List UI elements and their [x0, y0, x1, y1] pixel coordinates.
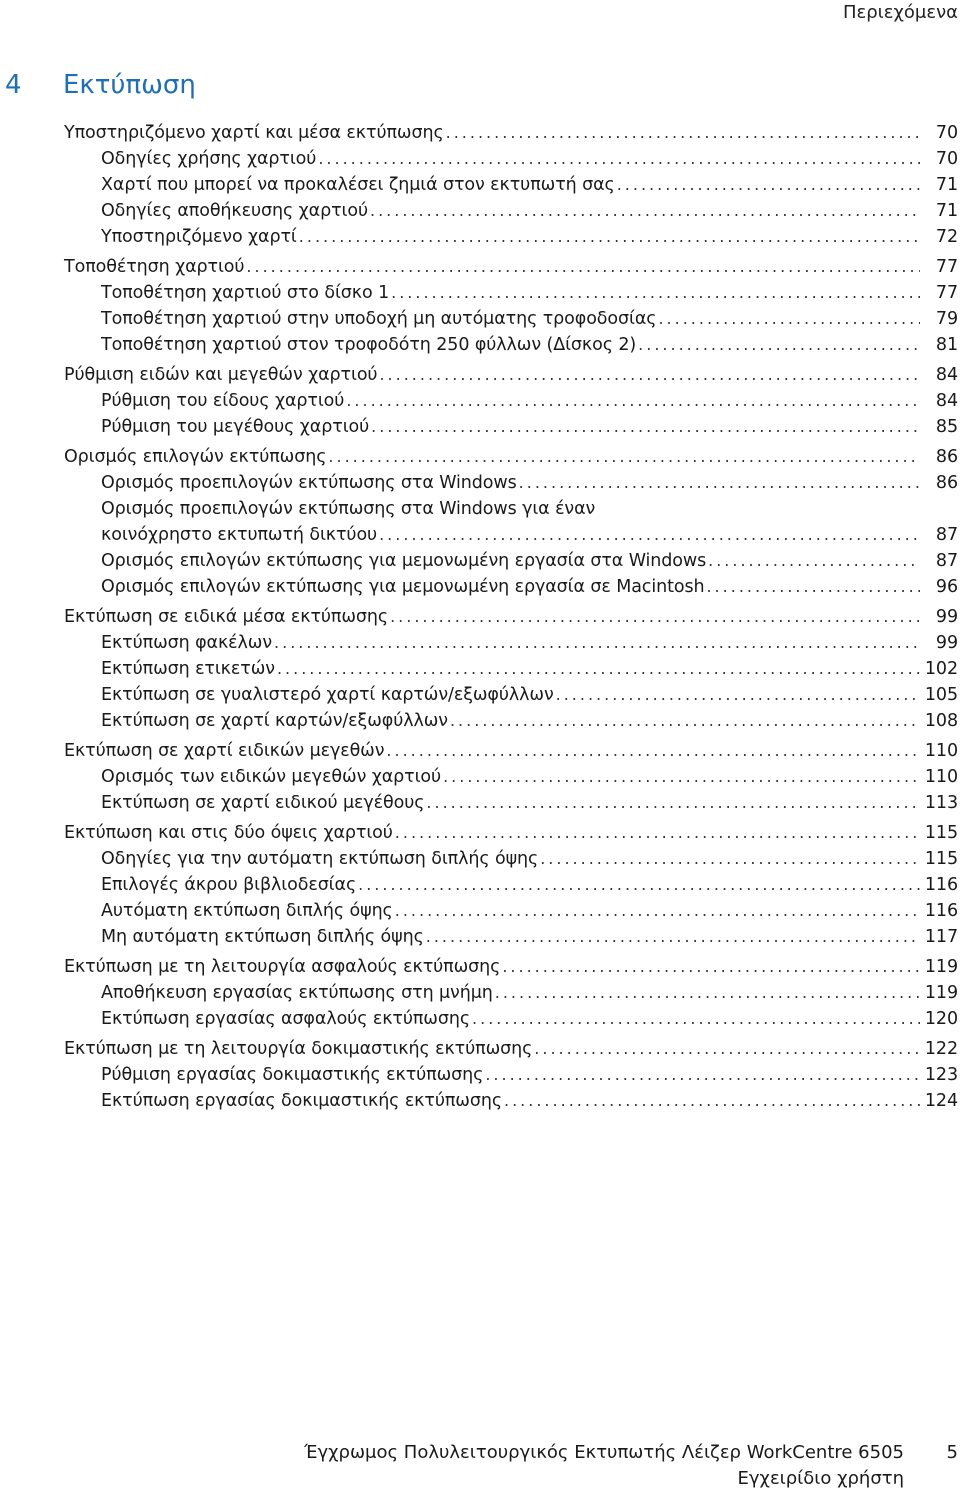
dot-leader [534, 1036, 920, 1062]
toc-subsection-entry[interactable] [64, 980, 960, 1006]
dot-leader [556, 682, 920, 708]
dot-leader [274, 630, 920, 656]
table-of-contents [64, 120, 960, 1114]
dot-leader [395, 820, 920, 846]
chapter-title: Εκτύπωση [63, 70, 196, 100]
toc-entry-page[interactable]: 85 [935, 417, 958, 437]
toc-entry-page[interactable]: 86 [935, 473, 958, 493]
dot-leader [379, 522, 920, 548]
dot-leader [472, 1006, 920, 1032]
toc-subsection-entry[interactable] [64, 872, 960, 898]
footer-guide-name: Εγχειρίδιο χρήστη [737, 1468, 904, 1489]
dot-leader [391, 280, 920, 306]
toc-subsection-entry[interactable] [64, 656, 960, 682]
toc-entry-title[interactable]: Εκτύπωση σε χαρτί καρτών/εξωφύλλων [101, 711, 448, 731]
toc-entry-page[interactable]: 84 [935, 365, 958, 385]
dot-leader [299, 224, 920, 250]
toc-subsection-entry[interactable] [64, 1088, 960, 1114]
toc-entry-page[interactable]: 116 [924, 875, 958, 895]
toc-entry-page[interactable]: 124 [924, 1091, 958, 1111]
toc-entry-page[interactable]: 71 [935, 201, 958, 221]
toc-entry-title[interactable]: Ρύθμιση ειδών και μεγεθών χαρτιού [64, 365, 378, 385]
toc-entry-title[interactable]: Επιλογές άκρου βιβλιοδεσίας [101, 875, 357, 895]
toc-entry-page[interactable]: 71 [935, 175, 958, 195]
toc-subsection-entry[interactable] [64, 898, 960, 924]
dot-leader [446, 120, 920, 146]
toc-entry-title[interactable]: Υποστηριζόμενο χαρτί και μέσα εκτύπωσης [64, 123, 444, 143]
toc-entry-title-line[interactable]: Ορισμός προεπιλογών εκτύπωσης στα Windows για έναν [101, 499, 596, 519]
toc-subsection-entry[interactable] [64, 708, 960, 734]
toc-subsection-entry[interactable] [64, 522, 960, 548]
toc-entry-title[interactable]: Αυτόματη εκτύπωση διπλής όψης [101, 901, 393, 921]
toc-entry-page[interactable]: 122 [924, 1039, 958, 1059]
toc-entry-title[interactable]: Ορισμός των ειδικών μεγεθών χαρτιού [101, 767, 442, 787]
toc-section-entry[interactable] [64, 738, 960, 764]
dot-leader [371, 414, 920, 440]
toc-entry-title[interactable]: Εκτύπωση εργασίας δοκιμαστικής εκτύπωσης [101, 1091, 502, 1111]
toc-entry-title[interactable]: Αποθήκευση εργασίας εκτύπωσης στη μνήμη [101, 983, 493, 1003]
toc-entry-title[interactable]: Εκτύπωση ετικετών [101, 659, 275, 679]
toc-subsection-entry[interactable] [64, 414, 960, 440]
toc-subsection-entry[interactable] [64, 172, 960, 198]
toc-entry-page[interactable]: 105 [924, 685, 958, 705]
footer-product-name: Έγχρωμος Πολυλειτουργικός Εκτυπωτής Λέιζερ WorkCentre 6505 [304, 1442, 904, 1463]
dot-leader [638, 332, 920, 358]
toc-subsection-entry[interactable] [64, 1062, 960, 1088]
toc-entry-title[interactable]: Τοποθέτηση χαρτιού στην υποδοχή μη αυτόματης τροφοδοσίας [101, 309, 657, 329]
toc-subsection-entry[interactable] [64, 790, 960, 816]
toc-section-entry[interactable] [64, 120, 960, 146]
dot-leader [246, 254, 920, 280]
dot-leader [358, 872, 920, 898]
toc-entry-page[interactable]: 110 [924, 767, 958, 787]
toc-entry-title[interactable]: Εκτύπωση σε χαρτί ειδικού μεγέθους [101, 793, 425, 813]
toc-entry-page[interactable]: 119 [924, 957, 958, 977]
toc-entry-title[interactable]: Εκτύπωση με τη λειτουργία ασφαλούς εκτύπωσης [64, 957, 501, 977]
toc-subsection-entry[interactable] [64, 764, 960, 790]
toc-entry-title[interactable]: Ορισμός προεπιλογών εκτύπωσης στα Windows [101, 473, 517, 493]
toc-entry-title[interactable]: Ορισμός επιλογών εκτύπωσης [64, 447, 327, 467]
toc-entry-title[interactable]: Εκτύπωση σε γυαλιστερό χαρτί καρτών/εξωφύλλων [101, 685, 554, 705]
toc-entry-title[interactable]: Ρύθμιση εργασίας δοκιμαστικής εκτύπωσης [101, 1065, 484, 1085]
footer-page-number: 5 [946, 1442, 958, 1463]
toc-subsection-entry[interactable] [64, 548, 960, 574]
toc-entry-title[interactable]: Εκτύπωση φακέλων [101, 633, 273, 653]
toc-entry-page[interactable]: 99 [935, 633, 958, 653]
dot-leader [504, 1088, 920, 1114]
toc-entry-title[interactable]: Οδηγίες αποθήκευσης χαρτιού [101, 201, 368, 221]
toc-section-entry[interactable] [64, 362, 960, 388]
toc-entry-page[interactable]: 99 [935, 607, 958, 627]
toc-entry-page[interactable]: 81 [935, 335, 958, 355]
toc-entry-title[interactable]: Εκτύπωση εργασίας ασφαλούς εκτύπωσης [101, 1009, 471, 1029]
toc-entry-title[interactable]: Τοποθέτηση χαρτιού στον τροφοδότη 250 φύλλων (Δίσκος 2) [101, 335, 637, 355]
toc-entry-page[interactable]: 77 [935, 283, 958, 303]
running-header: Περιεχόμενα [842, 2, 958, 23]
toc-entry-title[interactable]: Οδηγίες χρήσης χαρτιού [101, 149, 317, 169]
toc-entry-page[interactable]: 86 [935, 447, 958, 467]
dot-leader [328, 444, 920, 470]
toc-entry-title[interactable]: Οδηγίες για την αυτόματη εκτύπωση διπλής όψης [101, 849, 539, 869]
dot-leader [485, 1062, 920, 1088]
toc-subsection-entry[interactable] [64, 280, 960, 306]
toc-entry-page[interactable]: 87 [935, 551, 958, 571]
dot-leader [426, 790, 920, 816]
dot-leader [658, 306, 920, 332]
toc-entry-page[interactable]: 72 [935, 227, 958, 247]
toc-entry-page[interactable]: 117 [924, 927, 958, 947]
dot-leader [502, 954, 920, 980]
dot-leader [540, 846, 920, 872]
toc-entry-title[interactable]: Τοποθέτηση χαρτιού στο δίσκο 1 [101, 283, 390, 303]
toc-subsection-entry[interactable] [64, 470, 960, 496]
toc-subsection-entry[interactable] [64, 574, 960, 600]
toc-section-entry[interactable] [64, 820, 960, 846]
dot-leader [443, 764, 920, 790]
dot-leader [370, 198, 920, 224]
toc-entry-title[interactable]: Χαρτί που μπορεί να προκαλέσει ζημιά στον εκτυπωτή σας [101, 175, 615, 195]
dot-leader [495, 980, 920, 1006]
dot-leader [346, 388, 920, 414]
toc-entry-page[interactable]: 102 [924, 659, 958, 679]
toc-subsection-entry[interactable] [64, 332, 960, 358]
toc-subsection-entry[interactable] [64, 146, 960, 172]
chapter-number: 4 [5, 70, 22, 100]
toc-entry-page[interactable]: 70 [935, 123, 958, 143]
toc-entry-page[interactable]: 123 [924, 1065, 958, 1085]
dot-leader [426, 924, 920, 950]
toc-entry-page[interactable]: 115 [924, 823, 958, 843]
dot-leader [379, 362, 920, 388]
toc-subsection-entry[interactable] [64, 388, 960, 414]
dot-leader [390, 604, 920, 630]
toc-entry-title[interactable]: Εκτύπωση σε χαρτί ειδικών μεγεθών [64, 741, 385, 761]
toc-entry-page[interactable]: 110 [924, 741, 958, 761]
toc-section-entry[interactable] [64, 954, 960, 980]
toc-entry-page[interactable]: 115 [924, 849, 958, 869]
toc-entry-title[interactable]: Εκτύπωση σε ειδικά μέσα εκτύπωσης [64, 607, 389, 627]
dot-leader [519, 470, 920, 496]
toc-entry-title[interactable]: Εκτύπωση με τη λειτουργία δοκιμαστικής εκτύπωσης [64, 1039, 533, 1059]
dot-leader [318, 146, 920, 172]
dot-leader [706, 574, 920, 600]
toc-subsection-entry[interactable] [64, 224, 960, 250]
toc-subsection-entry[interactable] [64, 630, 960, 656]
toc-entry-title[interactable]: Ορισμός επιλογών εκτύπωσης για μεμονωμένη εργασία στα Windows [101, 551, 707, 571]
toc-entry-page[interactable]: 119 [924, 983, 958, 1003]
toc-entry-title[interactable]: κοινόχρηστο εκτυπωτή δικτύου [101, 525, 378, 545]
toc-subsection-entry[interactable] [64, 846, 960, 872]
dot-leader [395, 898, 920, 924]
toc-section-entry[interactable] [64, 444, 960, 470]
dot-leader [708, 548, 920, 574]
toc-entry-page[interactable]: 87 [935, 525, 958, 545]
toc-entry-title[interactable]: Εκτύπωση και στις δύο όψεις χαρτιού [64, 823, 393, 843]
toc-section-entry[interactable] [64, 1036, 960, 1062]
toc-entry-page[interactable]: 120 [924, 1009, 958, 1029]
toc-entry-title[interactable]: Ρύθμιση του μεγέθους χαρτιού [101, 417, 370, 437]
toc-section-entry[interactable] [64, 254, 960, 280]
toc-entry-page[interactable]: 113 [924, 793, 958, 813]
toc-subsection-entry[interactable] [64, 682, 960, 708]
toc-entry-title[interactable]: Τοποθέτηση χαρτιού [64, 257, 245, 277]
toc-section-entry[interactable] [64, 604, 960, 630]
toc-entry-page[interactable]: 77 [935, 257, 958, 277]
toc-entry-page[interactable]: 70 [935, 149, 958, 169]
toc-entry-page[interactable]: 84 [935, 391, 958, 411]
toc-entry-title[interactable]: Ορισμός επιλογών εκτύπωσης για μεμονωμένη εργασία σε Macintosh [101, 577, 705, 597]
dot-leader [617, 172, 920, 198]
toc-subsection-entry[interactable] [64, 924, 960, 950]
dot-leader [450, 708, 920, 734]
toc-entry-page[interactable]: 79 [935, 309, 958, 329]
toc-entry-page[interactable]: 108 [924, 711, 958, 731]
page-footer [304, 1440, 904, 1492]
toc-subsection-entry[interactable] [64, 1006, 960, 1032]
toc-entry-title[interactable]: Υποστηριζόμενο χαρτί [101, 227, 297, 247]
toc-entry-title[interactable]: Μη αυτόματη εκτύπωση διπλής όψης [101, 927, 424, 947]
toc-entry-title[interactable]: Ρύθμιση του είδους χαρτιού [101, 391, 345, 411]
toc-entry-page[interactable]: 116 [924, 901, 958, 921]
toc-subsection-entry[interactable] [64, 198, 960, 224]
dot-leader [277, 656, 920, 682]
chapter-heading [5, 70, 196, 100]
toc-subsection-entry[interactable] [64, 306, 960, 332]
dot-leader [386, 738, 920, 764]
toc-entry-page[interactable]: 96 [935, 577, 958, 597]
